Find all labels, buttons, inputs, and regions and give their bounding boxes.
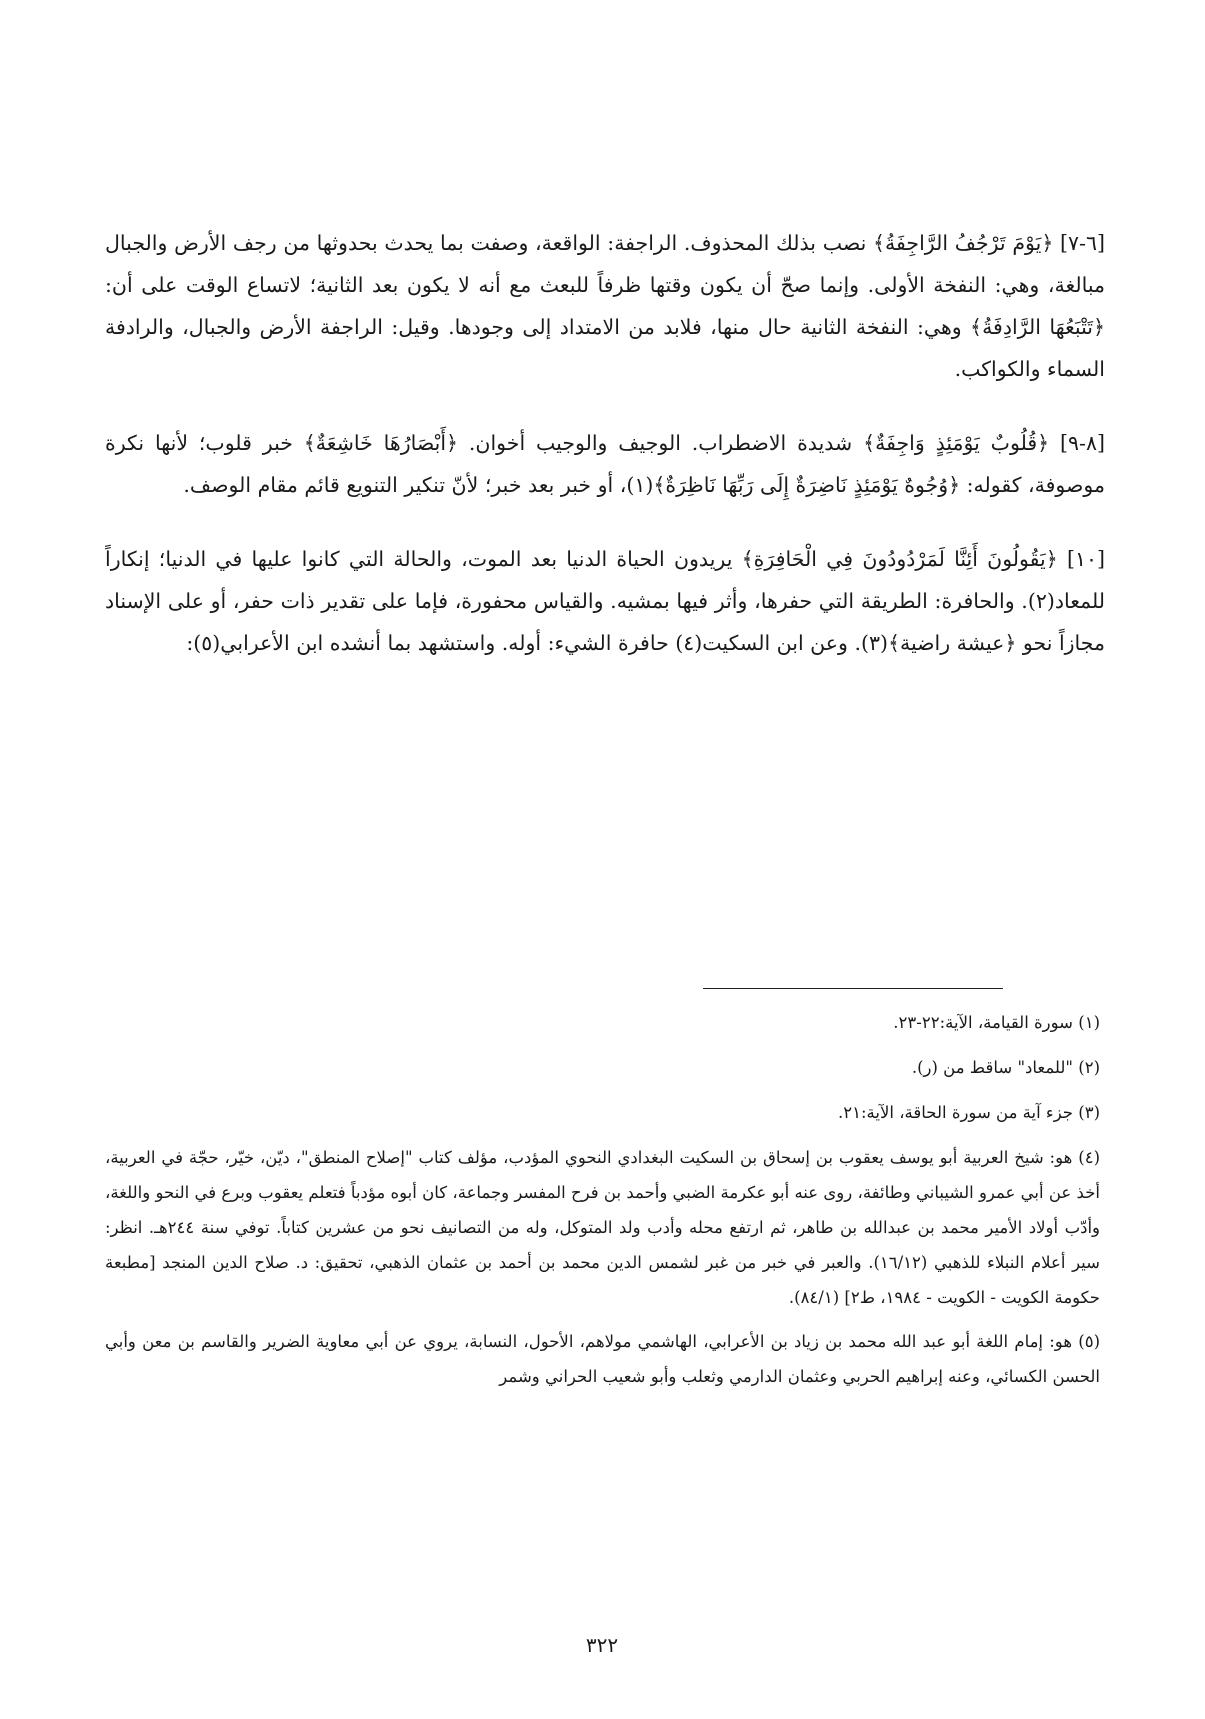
paragraph-verses-6-7: [٦-٧] ﴿يَوْمَ تَرْجُفُ الرَّاجِفَةُ﴾ نصب بذلك المحذوف. الراجفة: الواقعة، وصفت بما يحدث بحدوثها من رجف الأرض والجبال مبالغة، وهي: النفخة الأولى. وإنما صحّ أن يكون وقتها ظرفاً للبعث مع أنه لا يكون بعد الثانية؛ لاتساع الوقت على أن: ﴿تَتْبَعُهَا الرَّادِفَةُ﴾ وهي: النفخة الثانية حال منها، فلابد من الامتداد إلى وجودها. وقيل: الراجفة الأرض والجبال، والرادفة السماء والكواكب. — [105, 231, 1105, 381]
footnote-2: (٢) "للمعاد" ساقط من (ر). — [911, 1058, 1100, 1077]
footnote-1: (١) سورة القيامة، الآية:٢٢-٢٣. — [893, 1013, 1100, 1032]
footnote-3: (٣) جزء آية من سورة الحاقة، الآية:٢١. — [838, 1103, 1100, 1122]
paragraph-verses-8-9: [٨-٩] ﴿قُلُوبٌ يَوْمَئِذٍ وَاجِفَةٌ﴾ شديدة الاضطراب. الوجيف والوجيب أخوان. ﴿أَبْصَارُهَا خَاشِعَةٌ﴾ خبر قلوب؛ لأنها نكرة موصوفة، كقوله: ﴿وُجُوهٌ يَوْمَئِذٍ نَاضِرَةٌ إِلَى رَبِّهَا نَاظِرَةٌ﴾(١)، أو خبر بعد خبر؛ لأنّ تنكير التنويع قائم مقام الوصف. — [105, 431, 1105, 497]
paragraph-verse-10: [١٠] ﴿يَقُولُونَ أَئِنَّا لَمَرْدُودُونَ فِي الْحَافِرَةِ﴾ يريدون الحياة الدنيا بعد الموت، والحالة التي كانوا عليها في الدنيا؛ إنكاراً للمعاد(٢). والحافرة: الطريقة التي حفرها، وأثر فيها بمشيه. والقياس محفورة، فإما على تقدير ذات حفر، أو على الإسناد مجازاً نحو ﴿عيشة راضية﴾(٣). وعن ابن السكيت(٤) حافرة الشيء: أوله. واستشهد بما أنشده ابن الأعرابي(٥): — [105, 547, 1105, 655]
footnote-4: (٤) هو: شيخ العربية أبو يوسف يعقوب بن إسحاق بن السكيت البغدادي النحوي المؤدب، مؤلف كتاب "إصلاح المنطق"، ديّن، خيّر، حجّة في العربية، أخذ عن أبي عمرو الشيباني وطائفة، روى عنه أبو عكرمة الضبي وأحمد بن فرح المفسر وجماعة، كان أبوه مؤدباً فتعلم يعقوب وبرع في النحو واللغة، وأدّب أولاد الأمير محمد بن عبدالله بن طاهر، ثم ارتفع محله وأدب ولد المتوكل، وله من التصانيف نحو من عشرين كتاباً. توفي سنة ٢٤٤هـ. انظر: سير أعلام النبلاء للذهبي (١٦/١٢). والعبر في خبر من غبر لشمس الدين محمد بن أحمد بن عثمان الذهبي، تحقيق: د. صلاح الدين المنجد [مطبعة حكومة الكويت - الكويت - ١٩٨٤، ط٢] (٨٤/١). — [105, 1148, 1100, 1307]
footnotes — [105, 1005, 1100, 1403]
footnote-separator — [703, 988, 1003, 989]
footnote-5: (٥) هو: إمام اللغة أبو عبد الله محمد بن زياد بن الأعرابي، الهاشمي مولاهم، الأحول، النسابة، يروي عن أبي معاوية الضرير والقاسم بن معن وأبي الحسن الكسائي، وعنه إبراهيم الحربي وعثمان الدارمي وثعلب وأبو شعيب الحراني وشمر — [105, 1332, 1100, 1386]
main-text — [105, 222, 1105, 664]
page-number: ٣٢٢ — [585, 1633, 619, 1657]
